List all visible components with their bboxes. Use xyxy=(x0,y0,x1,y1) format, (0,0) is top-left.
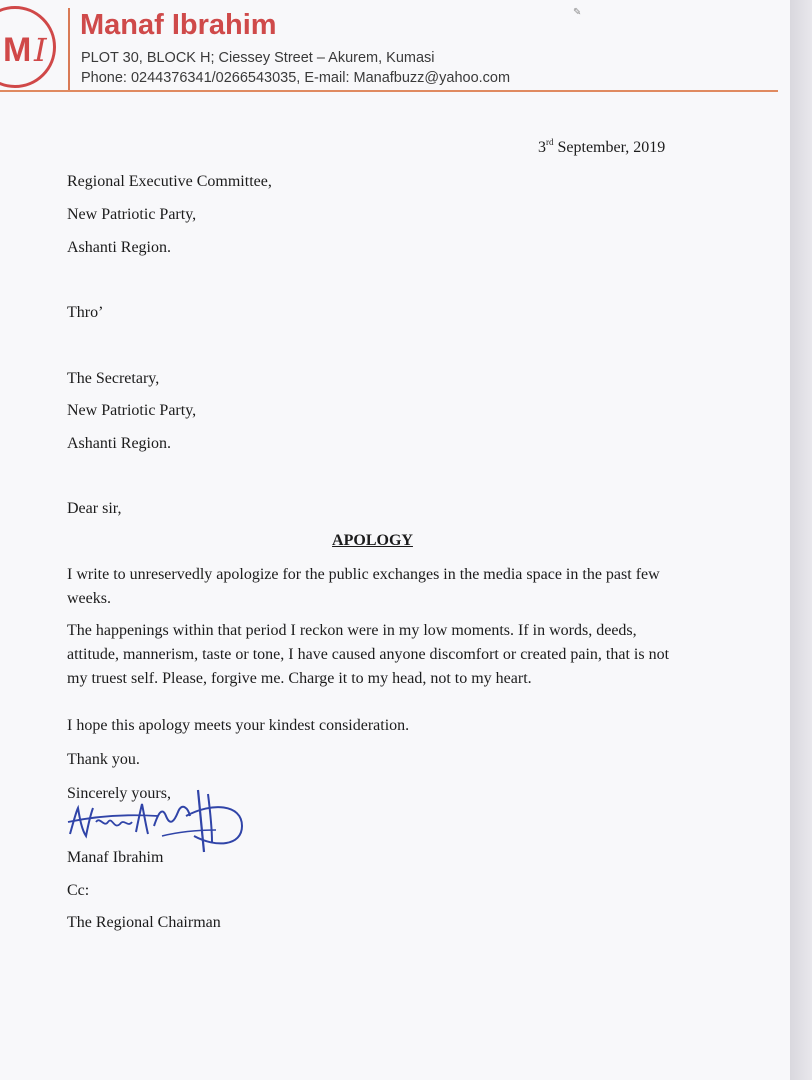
closing: Sincerely yours, xyxy=(67,785,171,802)
recipient-line: Ashanti Region. xyxy=(67,239,171,256)
body-paragraph: I write to unreservedly apologize for the public exchanges in the media space in the past few weeks. xyxy=(67,566,660,607)
secretary-line: New Patriotic Party, xyxy=(67,402,197,419)
logo-initial-m: M xyxy=(3,31,32,69)
salutation: Dear sir, xyxy=(67,500,122,517)
handwritten-signature xyxy=(66,786,248,856)
recipient-line: Regional Executive Committee, xyxy=(67,173,272,190)
letterhead-rule xyxy=(0,90,778,92)
cc-recipient: The Regional Chairman xyxy=(67,914,221,931)
letter-date: 3rd September, 2019 xyxy=(538,136,666,156)
scan-edge xyxy=(790,0,812,1080)
secretary-line: The Secretary, xyxy=(67,370,160,387)
paper-mark: ✎ xyxy=(573,7,582,18)
letterhead-contact: Phone: 0244376341/0266543035, E-mail: Manafbuzz@yahoo.com xyxy=(81,70,511,86)
body-paragraph: Thank you. xyxy=(67,751,140,768)
recipient-line: New Patriotic Party, xyxy=(67,206,197,223)
logo-initial-i: I xyxy=(34,31,47,69)
letter-subject: APOLOGY xyxy=(332,532,413,549)
secretary-line: Ashanti Region. xyxy=(67,435,171,452)
signatory-name: Manaf Ibrahim xyxy=(67,849,164,866)
letterhead-divider xyxy=(68,8,70,90)
letterhead-address: PLOT 30, BLOCK H; Ciessey Street – Akurem, Kumasi xyxy=(81,50,435,66)
logo-emblem xyxy=(0,6,56,88)
cc-label: Cc: xyxy=(67,882,90,899)
through-line: Thro’ xyxy=(67,304,104,321)
body-paragraph: The happenings within that period I reckon were in my low moments. If in words, deeds, attitude, mannerism, taste or tone, I have caused anyone discomfort or created pain, that is not my truest self. Please, forgive me. Charge it to my head, not to my heart. xyxy=(67,622,670,687)
letterhead-name: Manaf Ibrahim xyxy=(80,9,277,41)
body-paragraph: I hope this apology meets your kindest consideration. xyxy=(67,717,410,734)
